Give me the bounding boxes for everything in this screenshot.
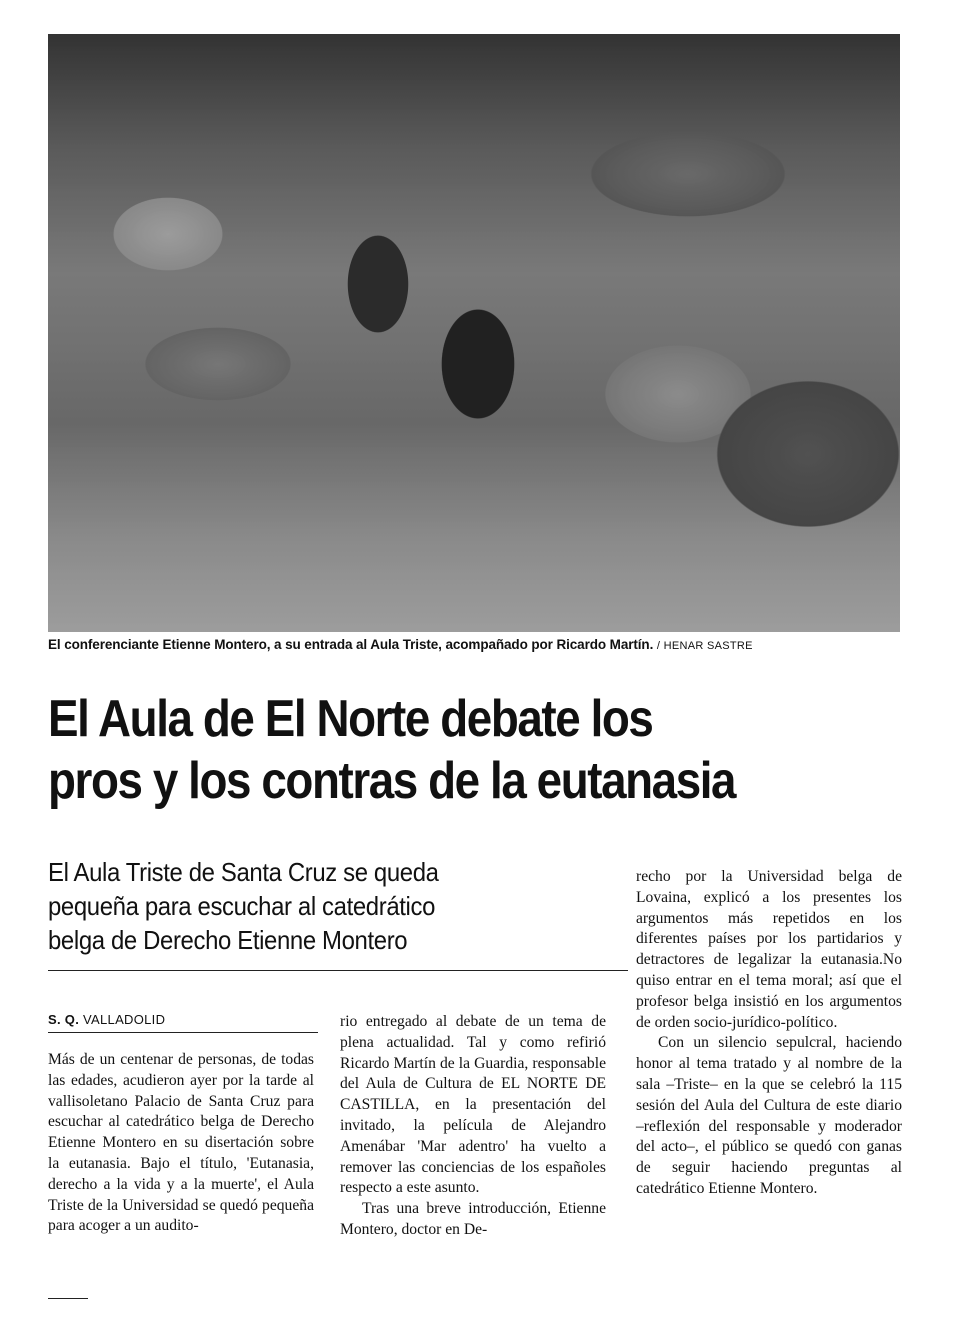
paragraph: recho por la Universidad belga de Lovaina, explicó a los presentes los argumentos más repetidos en los diferentes países por los partidarios y detractores de legalizar la eutanasia.No quiso entrar en el tema moral; así que el profesor belga insistió en los argumentos de orden socio-jurídico-político. [636, 868, 902, 1031]
subhead-line-2: pequeña para escuchar al catedrático [48, 891, 436, 921]
caption-text: El conferenciante Etienne Montero, a su entrada al Aula Triste, acompañado por Ricardo Martín. [48, 637, 654, 652]
end-rule [48, 1298, 88, 1299]
byline-author: S. Q. [48, 1012, 80, 1027]
paragraph: Más de un centenar de personas, de todas las edades, acudieron ayer por la tarde al vallisoletano Palacio de Santa Cruz para escuchar al catedrático belga de Derecho Etienne Montero en su disertación sobre la eutanasia. Bajo el título, 'Eutanasia, derecho a la vida y a la muerte', el Aula Triste de la Universidad se quedó pequeña para acoger a un audito- [48, 1051, 314, 1235]
byline [48, 1012, 165, 1027]
photo-caption [48, 637, 900, 652]
headline [48, 688, 805, 812]
paragraph: Con un silencio sepulcral, haciendo honor al tema tratado y al nombre de la sala –Triste– en la que se celebró la 115 sesión del Aula del Cultura de este diario –reflexión del responsable y moderador del acto–, el público se quedó con ganas de seguir haciendo preguntas al catedrático Etienne Montero. [636, 1034, 902, 1197]
headline-line-2: pros y los contras de la eutanasia [48, 752, 736, 810]
article-column-3 [636, 867, 902, 1200]
paragraph: rio entregado al debate de un tema de plena actualidad. Tal y como refirió Ricardo Martín de la Guardia, responsable del Aula de Cultura de EL NORTE DE CASTILLA, en la presentación del invitado, la película de Alejandro Amenábar 'Mar adentro' ha vuelto a remover las conciencias de los españoles respecto a este asunto. [340, 1013, 606, 1197]
photo-credit: / HENAR SASTRE [656, 640, 753, 652]
byline-location: VALLADOLID [83, 1012, 166, 1027]
news-photo [48, 34, 900, 632]
article-column-1 [48, 1050, 314, 1237]
subhead-divider [48, 970, 628, 971]
headline-line-1: El Aula de El Norte debate los [48, 690, 653, 748]
subhead-line-1: El Aula Triste de Santa Cruz se queda [48, 857, 439, 887]
subheadline [48, 855, 582, 957]
paragraph: Tras una breve introducción, Etienne Montero, doctor en De- [340, 1200, 606, 1238]
byline-divider [48, 1032, 318, 1033]
subhead-line-3: belga de Derecho Etienne Montero [48, 925, 408, 955]
article-column-2 [340, 1012, 606, 1241]
